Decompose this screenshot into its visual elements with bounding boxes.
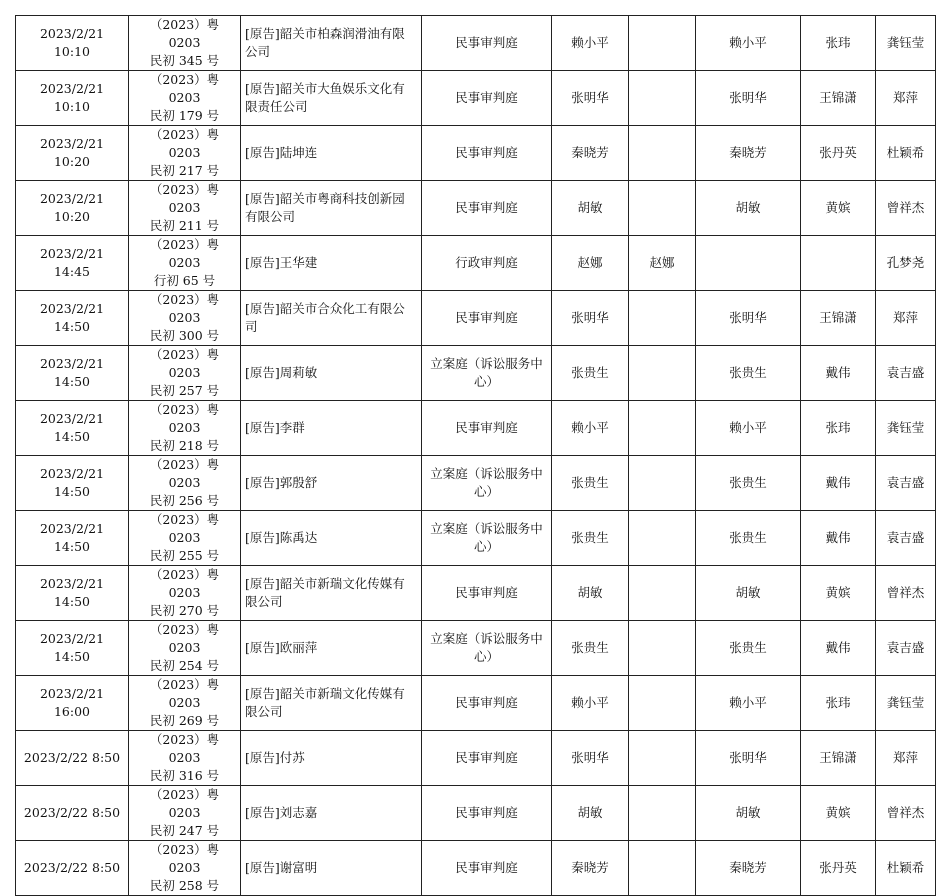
recorder: 袁吉盛 bbox=[876, 511, 936, 566]
presiding-judge: 张贵生 bbox=[552, 621, 629, 676]
case-number-line2: 民初 258 号 bbox=[149, 878, 220, 893]
court-division: 民事审判庭 bbox=[422, 71, 552, 126]
judge-3: 张明华 bbox=[696, 731, 801, 786]
judge-3: 胡敏 bbox=[696, 786, 801, 841]
table-row bbox=[16, 71, 936, 126]
case-number-line2: 民初 269 号 bbox=[149, 713, 220, 728]
party-name: [原告]王华建 bbox=[241, 236, 422, 291]
case-number-line2: 民初 256 号 bbox=[149, 493, 220, 508]
hearing-datetime: 2023/2/21 10:20 bbox=[16, 126, 129, 181]
presiding-judge: 张贵生 bbox=[552, 346, 629, 401]
case-number-line2: 民初 218 号 bbox=[149, 438, 220, 453]
recorder: 袁吉盛 bbox=[876, 621, 936, 676]
case-number-line2: 民初 316 号 bbox=[149, 768, 220, 783]
court-division: 民事审判庭 bbox=[422, 16, 552, 71]
hearing-datetime: 2023/2/22 8:50 bbox=[16, 731, 129, 786]
presiding-judge: 秦晓芳 bbox=[552, 841, 629, 896]
court-division: 民事审判庭 bbox=[422, 181, 552, 236]
hearing-datetime: 2023/2/21 14:45 bbox=[16, 236, 129, 291]
recorder: 郑萍 bbox=[876, 291, 936, 346]
clerk: 张玮 bbox=[801, 16, 876, 71]
court-division: 立案庭（诉讼服务中心） bbox=[422, 346, 552, 401]
judge-3: 赖小平 bbox=[696, 676, 801, 731]
judge-2 bbox=[629, 291, 696, 346]
case-number-line2: 民初 270 号 bbox=[149, 603, 220, 618]
judge-2 bbox=[629, 841, 696, 896]
case-number-line2: 民初 345 号 bbox=[149, 53, 220, 68]
case-number bbox=[129, 676, 241, 731]
recorder: 曾祥杰 bbox=[876, 786, 936, 841]
recorder: 袁吉盛 bbox=[876, 346, 936, 401]
hearing-datetime: 2023/2/21 16:00 bbox=[16, 676, 129, 731]
judge-2 bbox=[629, 731, 696, 786]
judge-2 bbox=[629, 676, 696, 731]
case-number bbox=[129, 236, 241, 291]
recorder: 龚钰莹 bbox=[876, 401, 936, 456]
case-number bbox=[129, 126, 241, 181]
recorder: 曾祥杰 bbox=[876, 566, 936, 621]
presiding-judge: 胡敏 bbox=[552, 181, 629, 236]
party-name: [原告]欧丽萍 bbox=[241, 621, 422, 676]
party-name: [原告]韶关市新瑞文化传媒有限公司 bbox=[241, 566, 422, 621]
presiding-judge: 赵娜 bbox=[552, 236, 629, 291]
recorder: 杜颖希 bbox=[876, 841, 936, 896]
clerk: 戴伟 bbox=[801, 456, 876, 511]
table-row bbox=[16, 676, 936, 731]
court-division: 立案庭（诉讼服务中心） bbox=[422, 456, 552, 511]
table-body bbox=[16, 16, 936, 896]
judge-2 bbox=[629, 16, 696, 71]
court-division: 民事审判庭 bbox=[422, 566, 552, 621]
case-number bbox=[129, 456, 241, 511]
judge-3: 秦晓芳 bbox=[696, 126, 801, 181]
party-name: [原告]韶关市合众化工有限公司 bbox=[241, 291, 422, 346]
case-number-line1: （2023）粤 0203 bbox=[149, 292, 220, 325]
presiding-judge: 张贵生 bbox=[552, 456, 629, 511]
recorder: 龚钰莹 bbox=[876, 676, 936, 731]
case-number-line1: （2023）粤 0203 bbox=[149, 457, 220, 490]
party-name: [原告]韶关市柏森润滑油有限公司 bbox=[241, 16, 422, 71]
hearing-schedule-table bbox=[15, 15, 936, 896]
judge-3: 胡敏 bbox=[696, 181, 801, 236]
case-number bbox=[129, 566, 241, 621]
judge-3: 胡敏 bbox=[696, 566, 801, 621]
hearing-datetime: 2023/2/21 14:50 bbox=[16, 566, 129, 621]
judge-2 bbox=[629, 401, 696, 456]
judge-3: 张贵生 bbox=[696, 511, 801, 566]
case-number-line1: （2023）粤 0203 bbox=[149, 677, 220, 710]
table-row bbox=[16, 511, 936, 566]
clerk: 戴伟 bbox=[801, 621, 876, 676]
presiding-judge: 张贵生 bbox=[552, 511, 629, 566]
party-name: [原告]陈禹达 bbox=[241, 511, 422, 566]
recorder: 曾祥杰 bbox=[876, 181, 936, 236]
clerk: 张丹英 bbox=[801, 126, 876, 181]
hearing-datetime: 2023/2/21 14:50 bbox=[16, 346, 129, 401]
case-number bbox=[129, 511, 241, 566]
court-division: 民事审判庭 bbox=[422, 291, 552, 346]
case-number bbox=[129, 291, 241, 346]
party-name: [原告]刘志嘉 bbox=[241, 786, 422, 841]
clerk: 黄嫔 bbox=[801, 566, 876, 621]
table-row bbox=[16, 456, 936, 511]
judge-3: 张贵生 bbox=[696, 346, 801, 401]
table-row bbox=[16, 346, 936, 401]
clerk: 张玮 bbox=[801, 676, 876, 731]
party-name: [原告]谢富明 bbox=[241, 841, 422, 896]
judge-2 bbox=[629, 621, 696, 676]
judge-2 bbox=[629, 181, 696, 236]
hearing-datetime: 2023/2/21 10:20 bbox=[16, 181, 129, 236]
table-row bbox=[16, 181, 936, 236]
judge-2 bbox=[629, 786, 696, 841]
table-row bbox=[16, 126, 936, 181]
table-row bbox=[16, 786, 936, 841]
party-name: [原告]李群 bbox=[241, 401, 422, 456]
case-number-line1: （2023）粤 0203 bbox=[149, 347, 220, 380]
party-name: [原告]周莉敏 bbox=[241, 346, 422, 401]
judge-3: 张贵生 bbox=[696, 621, 801, 676]
court-division: 立案庭（诉讼服务中心） bbox=[422, 511, 552, 566]
court-division: 民事审判庭 bbox=[422, 841, 552, 896]
court-division: 民事审判庭 bbox=[422, 676, 552, 731]
hearing-datetime: 2023/2/21 14:50 bbox=[16, 511, 129, 566]
table-row bbox=[16, 401, 936, 456]
case-number bbox=[129, 731, 241, 786]
hearing-datetime: 2023/2/21 14:50 bbox=[16, 291, 129, 346]
clerk: 王锦潇 bbox=[801, 731, 876, 786]
case-number-line1: （2023）粤 0203 bbox=[149, 237, 220, 270]
case-number-line1: （2023）粤 0203 bbox=[149, 842, 220, 875]
clerk: 戴伟 bbox=[801, 511, 876, 566]
judge-3: 赖小平 bbox=[696, 401, 801, 456]
hearing-datetime: 2023/2/21 14:50 bbox=[16, 456, 129, 511]
presiding-judge: 张明华 bbox=[552, 71, 629, 126]
case-number-line2: 民初 300 号 bbox=[149, 328, 220, 343]
judge-3: 张明华 bbox=[696, 291, 801, 346]
judge-2: 赵娜 bbox=[629, 236, 696, 291]
court-division: 行政审判庭 bbox=[422, 236, 552, 291]
recorder: 郑萍 bbox=[876, 71, 936, 126]
case-number bbox=[129, 786, 241, 841]
judge-3: 张明华 bbox=[696, 71, 801, 126]
recorder: 龚钰莹 bbox=[876, 16, 936, 71]
party-name: [原告]陆坤连 bbox=[241, 126, 422, 181]
clerk: 张丹英 bbox=[801, 841, 876, 896]
party-name: [原告]韶关市粤商科技创新园有限公司 bbox=[241, 181, 422, 236]
case-number-line1: （2023）粤 0203 bbox=[149, 622, 220, 655]
court-division: 民事审判庭 bbox=[422, 401, 552, 456]
clerk bbox=[801, 236, 876, 291]
case-number-line1: （2023）粤 0203 bbox=[149, 72, 220, 105]
hearing-datetime: 2023/2/21 14:50 bbox=[16, 621, 129, 676]
clerk: 王锦潇 bbox=[801, 71, 876, 126]
presiding-judge: 张明华 bbox=[552, 291, 629, 346]
court-division: 立案庭（诉讼服务中心） bbox=[422, 621, 552, 676]
case-number-line2: 民初 179 号 bbox=[149, 108, 220, 123]
hearing-datetime: 2023/2/21 10:10 bbox=[16, 71, 129, 126]
table-row bbox=[16, 566, 936, 621]
case-number-line2: 民初 257 号 bbox=[149, 383, 220, 398]
judge-3: 张贵生 bbox=[696, 456, 801, 511]
case-number-line2: 民初 255 号 bbox=[149, 548, 220, 563]
case-number-line1: （2023）粤 0203 bbox=[149, 17, 220, 50]
case-number-line1: （2023）粤 0203 bbox=[149, 127, 220, 160]
recorder: 孔梦尧 bbox=[876, 236, 936, 291]
case-number bbox=[129, 621, 241, 676]
clerk: 黄嫔 bbox=[801, 786, 876, 841]
party-name: [原告]郭殷舒 bbox=[241, 456, 422, 511]
case-number-line2: 民初 211 号 bbox=[149, 218, 220, 233]
case-number-line2: 民初 217 号 bbox=[149, 163, 220, 178]
presiding-judge: 秦晓芳 bbox=[552, 126, 629, 181]
party-name: [原告]付苏 bbox=[241, 731, 422, 786]
presiding-judge: 胡敏 bbox=[552, 566, 629, 621]
case-number bbox=[129, 841, 241, 896]
case-number-line2: 民初 247 号 bbox=[149, 823, 220, 838]
case-number bbox=[129, 181, 241, 236]
judge-2 bbox=[629, 346, 696, 401]
case-number-line2: 行初 65 号 bbox=[153, 273, 216, 288]
table-row bbox=[16, 621, 936, 676]
presiding-judge: 赖小平 bbox=[552, 16, 629, 71]
case-number bbox=[129, 71, 241, 126]
presiding-judge: 赖小平 bbox=[552, 401, 629, 456]
presiding-judge: 赖小平 bbox=[552, 676, 629, 731]
table-row bbox=[16, 731, 936, 786]
judge-2 bbox=[629, 566, 696, 621]
table-row bbox=[16, 291, 936, 346]
case-number-line2: 民初 254 号 bbox=[149, 658, 220, 673]
case-number-line1: （2023）粤 0203 bbox=[149, 567, 220, 600]
hearing-datetime: 2023/2/21 14:50 bbox=[16, 401, 129, 456]
court-division: 民事审判庭 bbox=[422, 731, 552, 786]
judge-2 bbox=[629, 126, 696, 181]
hearing-datetime: 2023/2/22 8:50 bbox=[16, 786, 129, 841]
case-number bbox=[129, 16, 241, 71]
table-row bbox=[16, 841, 936, 896]
clerk: 王锦潇 bbox=[801, 291, 876, 346]
judge-3 bbox=[696, 236, 801, 291]
clerk: 戴伟 bbox=[801, 346, 876, 401]
judge-2 bbox=[629, 71, 696, 126]
recorder: 杜颖希 bbox=[876, 126, 936, 181]
hearing-datetime: 2023/2/22 8:50 bbox=[16, 841, 129, 896]
judge-2 bbox=[629, 456, 696, 511]
case-number-line1: （2023）粤 0203 bbox=[149, 402, 220, 435]
presiding-judge: 张明华 bbox=[552, 731, 629, 786]
table-row bbox=[16, 236, 936, 291]
case-number bbox=[129, 401, 241, 456]
presiding-judge: 胡敏 bbox=[552, 786, 629, 841]
court-division: 民事审判庭 bbox=[422, 126, 552, 181]
table-row bbox=[16, 16, 936, 71]
case-number bbox=[129, 346, 241, 401]
clerk: 黄嫔 bbox=[801, 181, 876, 236]
judge-3: 赖小平 bbox=[696, 16, 801, 71]
case-number-line1: （2023）粤 0203 bbox=[149, 787, 220, 820]
clerk: 张玮 bbox=[801, 401, 876, 456]
judge-2 bbox=[629, 511, 696, 566]
case-number-line1: （2023）粤 0203 bbox=[149, 182, 220, 215]
case-number-line1: （2023）粤 0203 bbox=[149, 732, 220, 765]
recorder: 袁吉盛 bbox=[876, 456, 936, 511]
court-division: 民事审判庭 bbox=[422, 786, 552, 841]
case-number-line1: （2023）粤 0203 bbox=[149, 512, 220, 545]
party-name: [原告]韶关市新瑞文化传媒有限公司 bbox=[241, 676, 422, 731]
hearing-datetime: 2023/2/21 10:10 bbox=[16, 16, 129, 71]
recorder: 郑萍 bbox=[876, 731, 936, 786]
judge-3: 秦晓芳 bbox=[696, 841, 801, 896]
party-name: [原告]韶关市大鱼娱乐文化有限责任公司 bbox=[241, 71, 422, 126]
